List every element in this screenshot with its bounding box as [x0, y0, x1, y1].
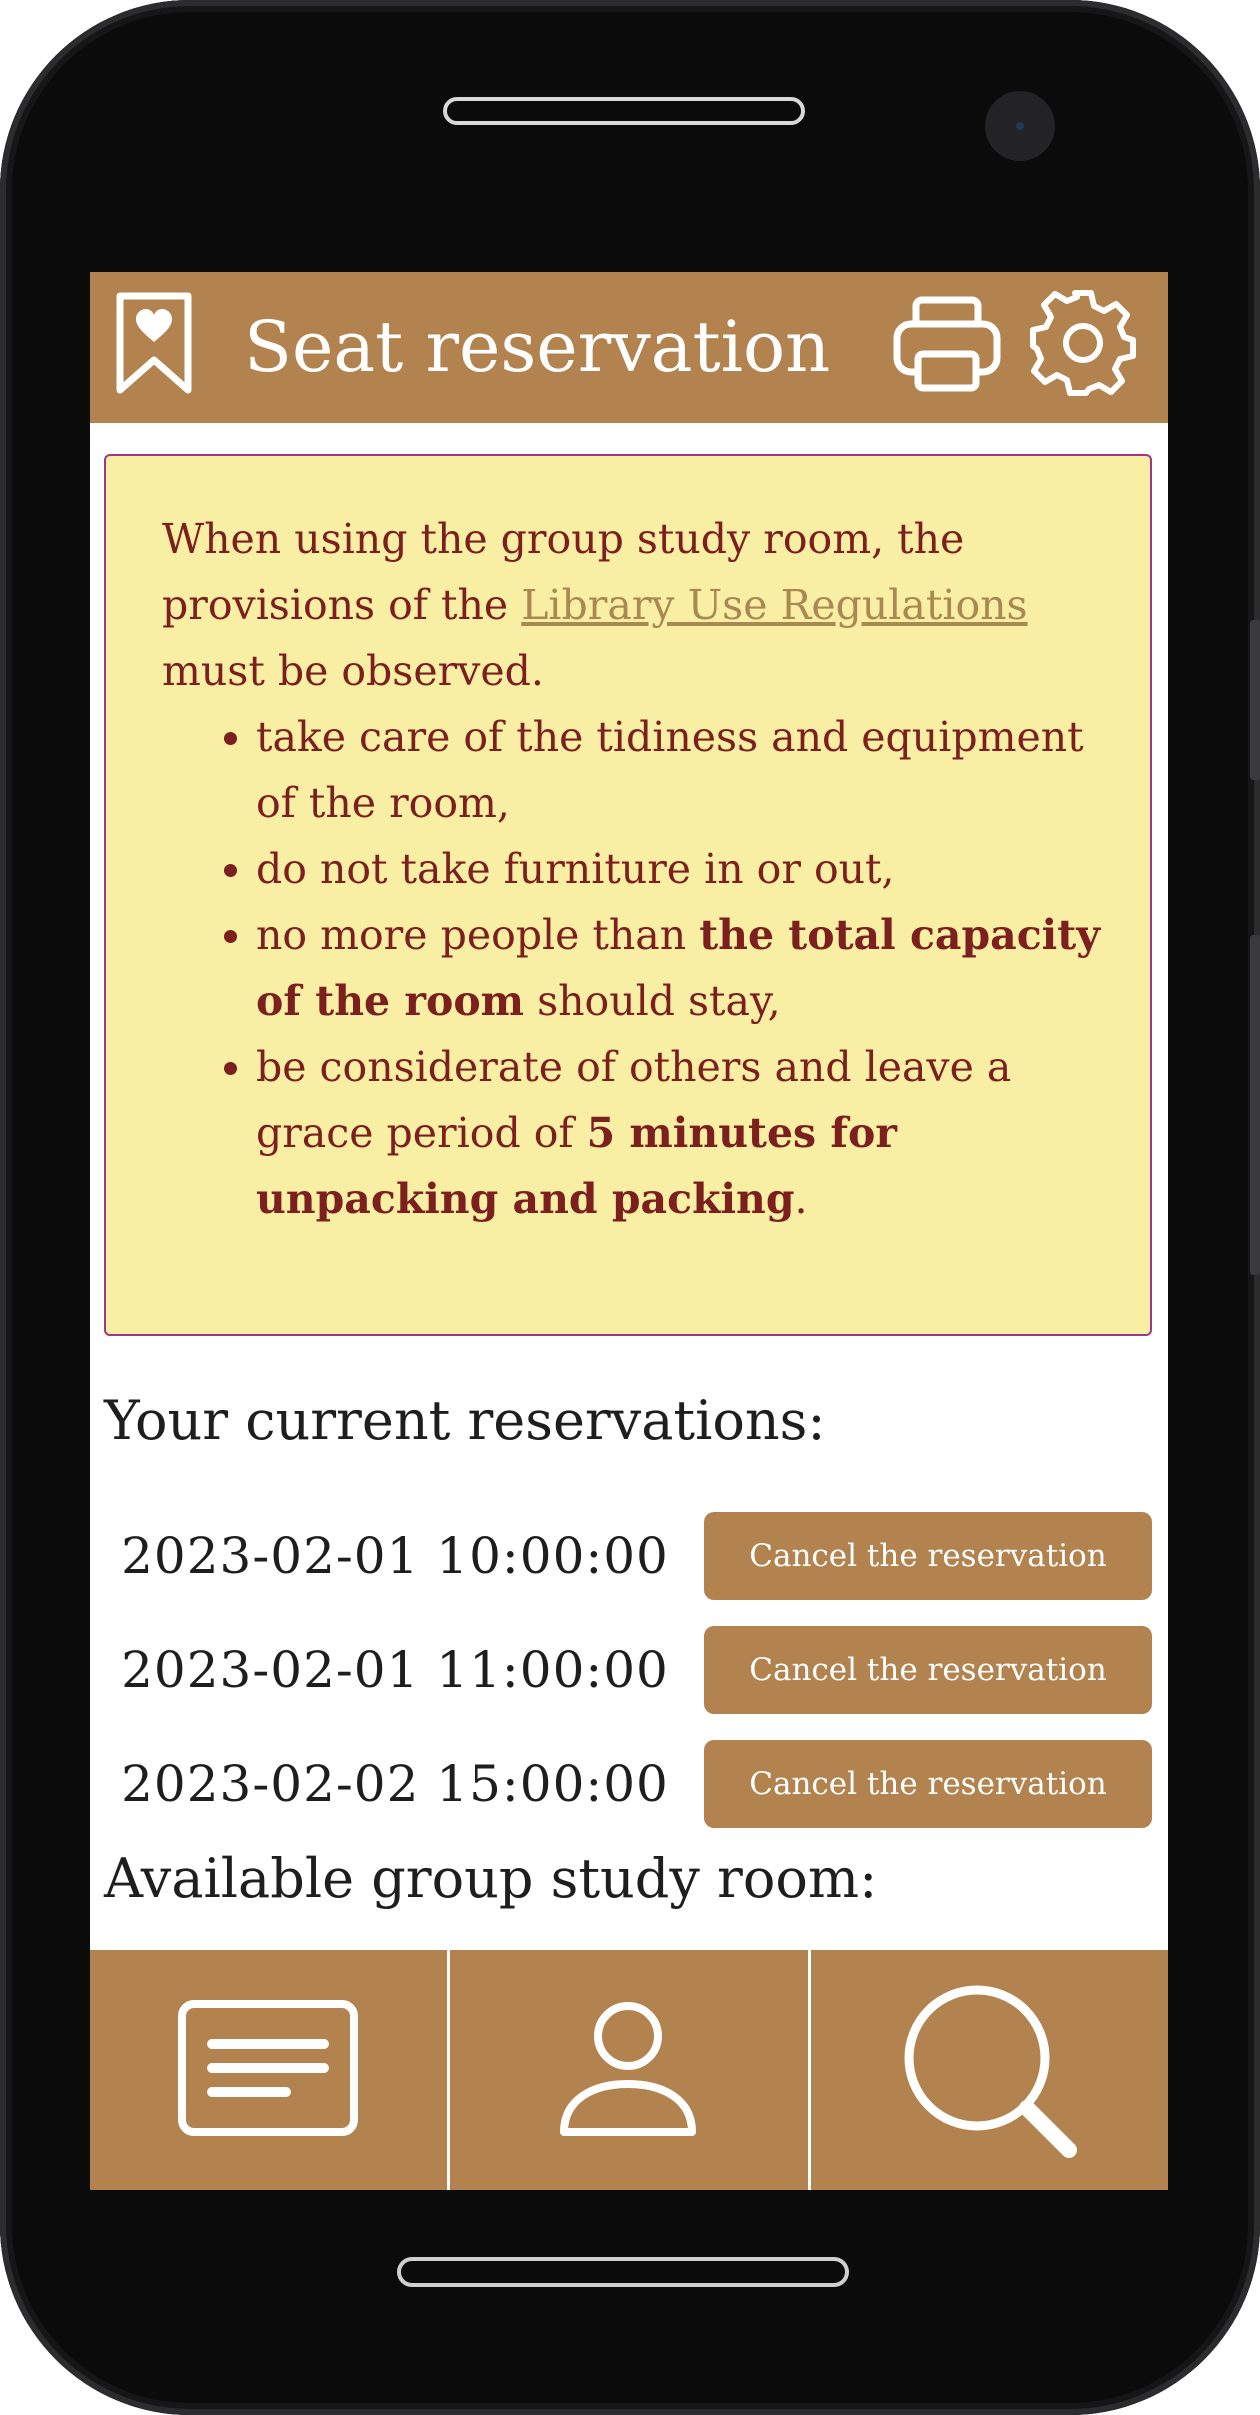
notice-intro — [162, 506, 1110, 704]
rule-text: . — [794, 1175, 808, 1223]
rule-furniture: • do not take furniture in or out, — [256, 836, 1110, 902]
rules-list — [162, 704, 1110, 1232]
home-bar[interactable] — [397, 2257, 849, 2287]
nav-item-search[interactable] — [808, 1950, 1168, 2190]
search-icon — [897, 1978, 1081, 2162]
power-button — [1250, 935, 1260, 1275]
reservations-heading: Your current reservations: — [104, 1389, 826, 1452]
rule-tidiness: • take care of the tidiness and equipment of the room, — [256, 704, 1110, 836]
cancel-reservation-button[interactable]: Cancel the reservation — [704, 1740, 1152, 1828]
app-screen — [90, 272, 1168, 2190]
notice-intro-text-end: must be observed. — [162, 647, 544, 695]
page-title: Seat reservation — [244, 306, 831, 388]
available-rooms-heading: Available group study room: — [104, 1847, 878, 1910]
list-card-icon — [178, 2000, 358, 2136]
printer-icon[interactable] — [892, 294, 1002, 394]
rule-text: be considerate of others and leave a grace period of — [256, 1043, 1012, 1157]
reservation-datetime: 2023-02-02 15:00:00 — [121, 1755, 669, 1813]
notice-intro-text: When using the group study room, the provisions of the — [162, 515, 965, 629]
bottom-navigation — [90, 1950, 1168, 2190]
rule-emphasis: 5 minutes for unpacking and packing — [256, 1109, 897, 1223]
rule-grace-period — [256, 1034, 1110, 1232]
rule-text: should stay, — [524, 977, 781, 1025]
user-icon — [558, 2000, 698, 2140]
nav-item-profile[interactable] — [447, 1950, 807, 2190]
reservation-datetime: 2023-02-01 11:00:00 — [121, 1641, 669, 1699]
app-bar — [90, 272, 1168, 423]
front-camera — [985, 91, 1055, 161]
reservation-row — [90, 1626, 1168, 1714]
cancel-reservation-button[interactable]: Cancel the reservation — [704, 1512, 1152, 1600]
gear-icon[interactable] — [1028, 288, 1138, 398]
volume-button — [1250, 620, 1260, 780]
reservation-row — [90, 1512, 1168, 1600]
rule-emphasis: the total capacity of the room — [256, 911, 1101, 1025]
nav-item-list[interactable] — [90, 1950, 447, 2190]
earpiece-speaker — [443, 97, 805, 125]
regulations-notice — [104, 454, 1152, 1336]
rule-text: no more people than — [256, 911, 700, 959]
bookmark-heart-icon[interactable] — [112, 290, 196, 398]
library-regulations-link[interactable]: Library Use Regulations — [521, 581, 1028, 629]
reservation-row — [90, 1740, 1168, 1828]
cancel-reservation-button[interactable]: Cancel the reservation — [704, 1626, 1152, 1714]
reservation-datetime: 2023-02-01 10:00:00 — [121, 1527, 669, 1585]
rule-capacity — [256, 902, 1110, 1034]
